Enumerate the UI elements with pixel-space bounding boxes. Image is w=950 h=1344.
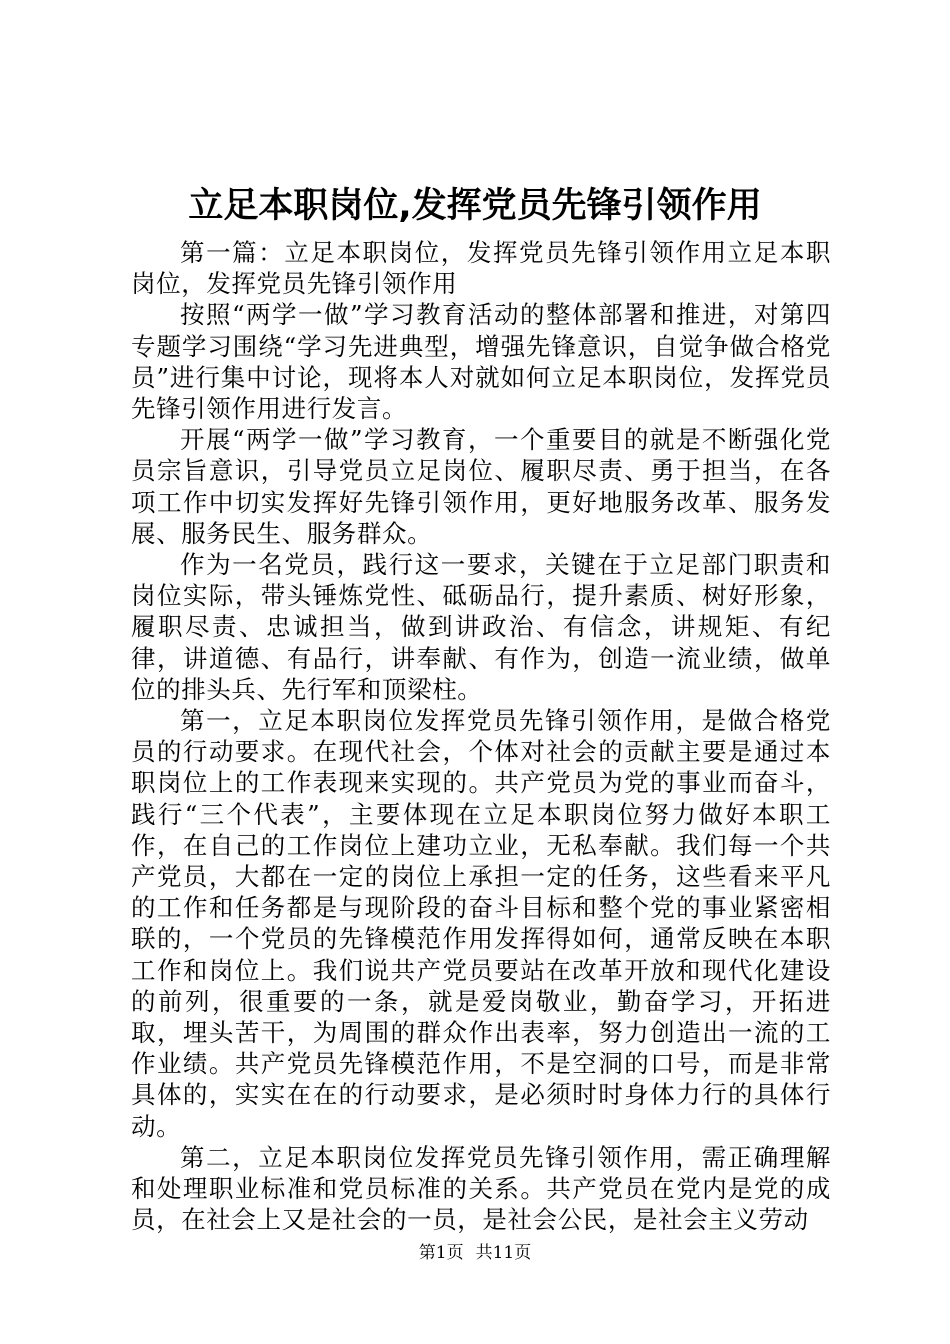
paragraph: 第一篇：立足本职岗位，发挥党员先锋引领作用立足本职岗位，发挥党员先锋引领作用 (131, 238, 831, 299)
paragraph: 开展“两学一做”学习教育，一个重要目的就是不断强化党员宗旨意识，引导党员立足岗位、履职尽责、勇于担当，在各项工作中切实发挥好先锋引领作用，更好地服务改革、服务发展、服务民生、服务群众。 (131, 425, 831, 548)
paragraph: 第一，立足本职岗位发挥党员先锋引领作用，是做合格党员的行动要求。在现代社会，个体对社会的贡献主要是通过本职岗位上的工作表现来实现的。共产党员为党的事业而奋斗，践行“三个代表”，主要体现在立足本职岗位努力做好本职工作，在自己的工作岗位上建功立业，无私奉献。我们每一个共产党员，大都在一定的岗位上承担一定的任务，这些看来平凡的工作和任务都是与现阶段的奋斗目标和整个党的事业紧密相联的，一个党员的先锋模范作用发挥得如何，通常反映在本职工作和岗位上。我们说共产党员要站在改革开放和现代化建设的前列，很重要的一条，就是爱岗敬业，勤奋学习，开拓进取，埋头苦干，为周围的群众作出表率，努力创造出一流的工作业绩。共产党员先锋模范作用，不是空洞的口号，而是非常具体的，实实在在的行动要求，是必须时时身体力行的具体行动。 (131, 706, 831, 1141)
paragraph: 按照“两学一做”学习教育活动的整体部署和推进，对第四专题学习围绕“学习先进典型，增强先锋意识，自觉争做合格党员”进行集中讨论，现将本人对就如何立足本职岗位，发挥党员先锋引领作用进行发言。 (131, 300, 831, 424)
paragraph: 第二，立足本职岗位发挥党员先锋引领作用，需正确理解和处理职业标准和党员标准的关系。共产党员在党内是党的成员，在社会上又是社会的一员，是社会公民，是社会主义劳动 (131, 1142, 831, 1235)
document-title: 立足本职岗位,发挥党员先锋引领作用 (188, 186, 762, 226)
page-number: 第1页 (418, 1243, 464, 1263)
page-footer (0, 1241, 950, 1265)
page-total: 共11页 (475, 1243, 532, 1263)
document-body (131, 237, 831, 1236)
paragraph: 作为一名党员，践行这一要求，关键在于立足部门职责和岗位实际，带头锤炼党性、砥砺品行，提升素质、树好形象，履职尽责、忠诚担当，做到讲政治、有信念，讲规矩、有纪律，讲道德、有品行，讲奉献、有作为，创造一流业绩，做单位的排头兵、先行军和顶梁柱。 (131, 550, 831, 704)
